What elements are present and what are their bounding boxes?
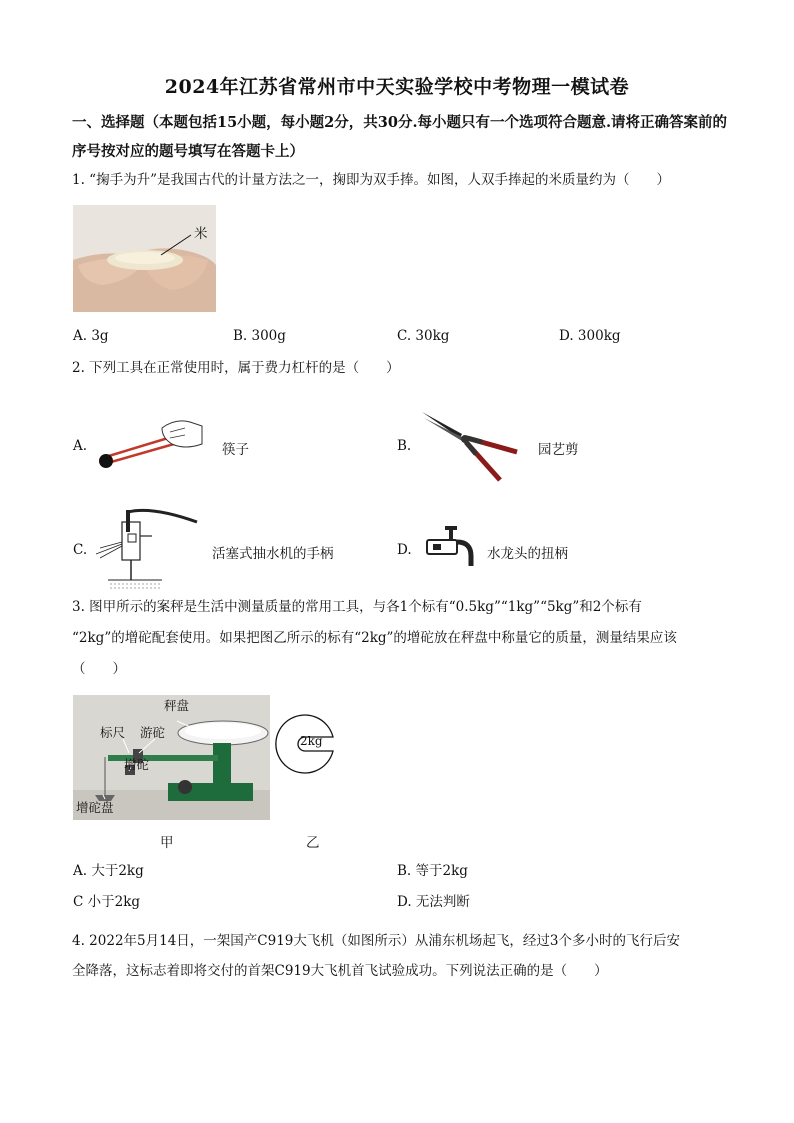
q4-stem-line1: 4. 2022年5月14日，一架国产C919大飞机（如图所示）从浦东机场起飞，经过3个多小时的飞行后安 — [72, 933, 680, 949]
q1-option-d[interactable]: D. 300kg — [559, 328, 621, 344]
q3-stem-line1: 3. 图甲所示的案秤是生活中测量质量的常用工具，与各1个标有“0.5kg”“1kg”“5kg”和2个标有 — [72, 599, 642, 615]
q2-option-d-label: 水龙头的扭柄 — [487, 546, 568, 562]
label-ruler: 标尺 — [100, 725, 126, 740]
q2-option-a-label: 筷子 — [222, 442, 249, 458]
section-heading: 一、选择题（本题包括15小题，每小题2分，共30分.每小题只有一个选项符合题意.请将正确答案前的序号按对应的题号填写在答题卡上） — [72, 114, 728, 160]
q1-stem: 1. “掬手为升”是我国古代的计量方法之一，掬即为双手捧。如图，人双手捧起的米质量约为（ ） — [72, 172, 670, 188]
q2-option-b-label: 园艺剪 — [538, 442, 579, 458]
caption-yi: 乙 — [306, 835, 320, 851]
page-title: 2024年江苏省常州市中天实验学校中考物理一模试卷 — [164, 76, 630, 98]
water-pump-image — [92, 508, 200, 590]
q3-stem-line3: （ ） — [72, 661, 126, 677]
q3-option-a[interactable]: A. 大于2kg — [73, 863, 144, 879]
q3-stem-line2: “2kg”的增砣配套使用。如果把图乙所示的标有“2kg”的增砣放在秤盘中称量它的质量，测量结果应该 — [72, 630, 677, 646]
q2-option-a-letter[interactable]: A. — [73, 438, 88, 454]
q1-option-c[interactable]: C. 30kg — [397, 328, 450, 344]
q2-stem: 2. 下列工具在正常使用时，属于费力杠杆的是（ ） — [72, 360, 400, 376]
q1-option-b[interactable]: B. 300g — [233, 328, 286, 344]
faucet-image — [425, 524, 475, 572]
q2-option-c-letter[interactable]: C. — [73, 542, 88, 558]
q2-option-c-label: 活塞式抽水机的手柄 — [212, 546, 334, 562]
weight-label: 2kg — [300, 734, 323, 748]
label-weight: 增砣 — [124, 757, 150, 772]
label-weight-tray: 增砣盘 — [76, 800, 114, 815]
q3-option-b[interactable]: B. 等于2kg — [397, 863, 468, 879]
q2-option-b-letter[interactable]: B. — [397, 438, 412, 454]
caption-jia: 甲 — [160, 835, 174, 851]
q4-stem-line2: 全降落，这标志着即将交付的首架C919大飞机首飞试验成功。下列说法正确的是（ ） — [72, 963, 608, 979]
q2-option-d-letter[interactable]: D. — [397, 542, 412, 558]
q3-option-c[interactable]: C 小于2kg — [73, 894, 141, 910]
garden-shears-image — [420, 408, 520, 484]
chopsticks-image — [90, 410, 205, 475]
label-slider: 游砣 — [140, 725, 166, 740]
q3-option-d[interactable]: D. 无法判断 — [397, 894, 470, 910]
q1-option-a[interactable]: A. 3g — [73, 328, 109, 344]
label-pan: 秤盘 — [164, 698, 190, 713]
rice-label: 米 — [194, 226, 208, 242]
